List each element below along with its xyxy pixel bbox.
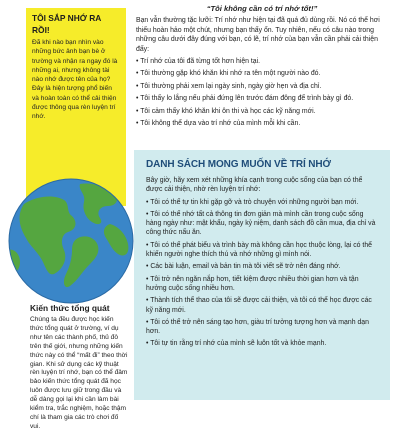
- list-item: • Tôi không thể dựa vào trí nhớ của mình mỗi khi cần.: [136, 119, 388, 128]
- memory-check-section: [130, 2, 392, 148]
- list-item: • Trí nhớ của tôi đã từng tốt hơn hiện tại.: [136, 57, 388, 66]
- list-item: • Tôi có thể trở nên sáng tạo hơn, giàu trí tưởng tượng hơn và mạnh dạn hơn.: [146, 318, 380, 337]
- wish-list: [146, 198, 380, 349]
- memory-check-list: [136, 57, 388, 128]
- wish-list-intro: Bây giờ, hãy xem xét những khía cạnh trong cuộc sống của bạn có thể được cải thiện, nhờ rèn luyện trí nhớ:: [146, 177, 363, 194]
- general-knowledge-section: [30, 303, 128, 430]
- list-item: • Tôi tự tin rằng trí nhớ của mình sẽ luôn tốt và khỏe mạnh.: [146, 339, 380, 348]
- list-item: • Tôi có thể nhớ tất cả thông tin đơn giản mà mình cần trong cuộc sống hàng ngày như: mật khẩu, ngày kỷ niệm, danh sách đồ cần mua, địa chỉ và công thức nấu ăn.: [146, 210, 380, 238]
- list-item: • Thành tích thể thao của tôi sẽ được cải thiện, và tôi có thể học được các kỹ năng mới.: [146, 296, 380, 315]
- list-item: • Tôi có thể phát biểu và trình bày mà không cần học thuộc lòng, lại có thể khiến người nghe thích thú và nhớ những gì mình nói.: [146, 241, 380, 260]
- general-knowledge-body: Chúng ta đều được học kiến thức tổng quát ở trường, ví dụ như tên các thành phố, thủ đô trên thế giới, nhưng những kiến thức này có thể “mất đi” theo thời gian. Khi sử dụng các kỹ thuật rèn luyện trí nhớ, bạn có thể đảm bảo kiến thức tổng quát đã học luôn được lưu giữ trong đầu và dễ dàng gọi lại khi cần làm bài kiểm tra, trắc nghiệm, hoặc thậm chí là tham gia các trò chơi đố vui.: [30, 316, 128, 430]
- list-item: • Tôi thường gặp khó khăn khi nhớ ra tên một người nào đó.: [136, 69, 388, 78]
- general-knowledge-title: Kiến thức tổng quát: [30, 303, 110, 313]
- memory-check-intro: Bạn vẫn thường tặc lưỡi: Trí nhớ như hiện tại đã quá đủ dùng rồi. Nó có thể hơi thiếu hoàn hảo một chút, nhưng bạn thấy ổn. Tuy nhiên, nếu có câu nào trong những câu dưới đây đúng với bạn, có lẽ, trí nhớ của bạn vẫn cần phải cải thiện đấy:: [136, 17, 380, 53]
- wish-list-panel: [134, 150, 390, 400]
- list-item: • Các bài luận, email và bản tin mà tôi viết sẽ trở nên đáng nhớ.: [146, 262, 380, 271]
- list-item: • Tôi thường phải xem lại ngày sinh, ngày giờ hẹn và địa chỉ.: [136, 82, 388, 91]
- wish-list-title: DANH SÁCH MONG MUỐN VỀ TRÍ NHỚ: [146, 159, 331, 170]
- list-item: • Tôi trở nên ngăn nắp hơn, tiết kiệm được nhiều thời gian hơn và tận hưởng cuộc sống nhiều hơn.: [146, 275, 380, 294]
- list-item: • Tôi cảm thấy khó khăn khi ôn thi và học các kỹ năng mới.: [136, 107, 388, 116]
- memory-check-heading: “Tôi không cần có trí nhớ tốt!”: [206, 4, 318, 13]
- earth-globe-icon: [6, 176, 136, 306]
- sidebar-tip-body: Đã khi nào bạn nhìn vào những bức ảnh bạn bè ở trường và nhận ra ngay đó là những ai, nhưng không tài nào nhớ được tên của họ? Đây là hiện tượng phổ biến và hoàn toàn có thể cải thiện được thông qua rèn luyện trí nhớ.: [32, 39, 118, 121]
- sidebar-tip-title: TÔI SẮP NHỚ RA RỒI!: [32, 13, 102, 35]
- list-item: • Tôi thấy lo lắng nếu phải đứng lên trước đám đông để trình bày gì đó.: [136, 94, 388, 103]
- list-item: • Tôi có thể tự tin khi gặp gỡ và trò chuyện với những người bạn mới.: [146, 198, 380, 207]
